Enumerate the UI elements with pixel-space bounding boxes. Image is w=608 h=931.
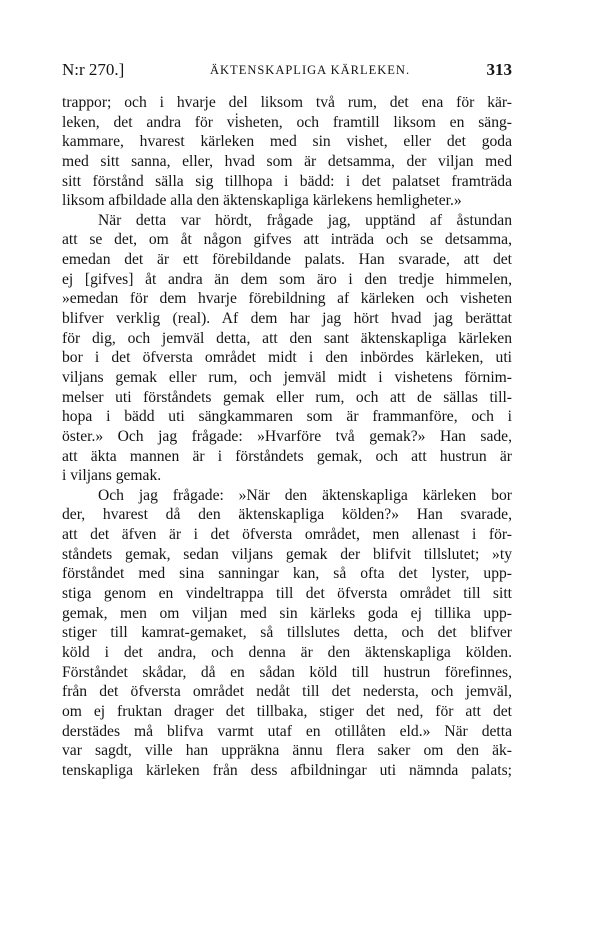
text-line: hopa i bädd uti sängkammaren som är frammanföre, och i (62, 408, 512, 426)
text-line: liksom afbildade alla den äktenskapliga kärlekens hemligheter.» (62, 192, 462, 210)
text-line: att se det, om åt någon gifves att inträda och se detsamma, (62, 231, 512, 249)
page-header (62, 60, 512, 82)
text-line: viljans gemak eller rum, och jemväl midt i vishetens förnim- (62, 368, 512, 386)
text-line: ej [gifves] åt andra än dem som äro i den tredje himmelen, (62, 270, 512, 288)
text-line: När detta var hördt, frågade jag, upptänd af åstundan (98, 211, 512, 229)
text-line: stiger till kamrat-gemaket, så tillslutes detta, och det blifver (62, 624, 512, 642)
text-line: i viljans gemak. (62, 467, 162, 485)
text-line: der, hvarest då den äktenskapliga kölden?» Han svarade, (62, 506, 512, 524)
text-line: trappor; och i hvarje del liksom två rum, det ena för kär- (62, 94, 512, 111)
text-line: var sagdt, ville han uppräkna ännu flera saker om den äk- (62, 742, 512, 760)
section-number: N:r 270.] (62, 60, 125, 79)
text-line: kammare, hvarest kärleken med sin vishet, eller det goda (62, 133, 512, 151)
text-line: bor i det öfversta området midt i den inbördes kärleken, uti (62, 349, 512, 367)
text-line: för dig, och jemväl detta, att den sant äktenskapliga kärleken (62, 329, 512, 347)
text-line: från det öfversta området nedåt till det nedersta, och jemväl, (62, 683, 512, 701)
text-line: derstädes må blifva varmt utaf en otillåten eld.» När detta (62, 722, 512, 740)
running-title: ÄKTENSKAPLIGA KÄRLEKEN. (210, 63, 411, 77)
text-line: blifver verklig (real). Af dem har jag hört hvad jag berättat (62, 310, 512, 328)
text-line: »emedan för dem hvarje förebildning af kärleken och visheten (62, 290, 512, 308)
text-line: Förståndet skådar, då en sådan köld till hustrun förefinnes, (62, 663, 512, 681)
text-line: köld i det andra, och denna är den äktenskapliga kölden. (62, 643, 512, 661)
text-line: öster.» Och jag frågade: »Hvarföre två gemak?» Han sade, (62, 427, 512, 445)
text-line: sitt förstånd sälla sig tillhopa i bädd: i det palatset framträda (62, 172, 512, 190)
text-line: om ej fruktan drager det tillbaka, stiger det ned, för att det (62, 702, 512, 720)
text-line: tenskapliga kärleken från dess afbildningar uti nämnda palats; (62, 761, 512, 779)
text-line: melser uti förståndets gemak eller rum, och att de sällas till- (62, 388, 512, 406)
text-line: gemak, men om viljan med sin kärleks goda ej tillika upp- (62, 604, 512, 622)
text-line: med sitt sanna, eller, hvad som är detsamma, der viljan med (62, 152, 512, 170)
text-line: ståndets gemak, sedan viljans gemak der blifvit tillslutet; »ty (62, 545, 512, 563)
text-line: stiga genom en vindeltrappa till det öfversta området till sitt (62, 585, 512, 603)
page-number: 313 (486, 60, 512, 79)
text-line: Och jag frågade: »När den äktenskapliga kärleken bor (98, 486, 512, 504)
text-line: att det äfven är i det öfversta området, men allenast i för- (62, 526, 512, 544)
text-line: leken, det andra för vi̇sheten, och framtill liksom en säng- (62, 113, 512, 131)
text-line: emedan det är ett förebildande palats. Han svarade, att det (62, 251, 512, 269)
body-text (62, 93, 512, 780)
text-line: förståndet med sina sanningar kan, så ofta det lyster, upp- (62, 565, 512, 583)
text-line: att äkta mannen är i förståndets gemak, och att hustrun är (62, 447, 512, 465)
